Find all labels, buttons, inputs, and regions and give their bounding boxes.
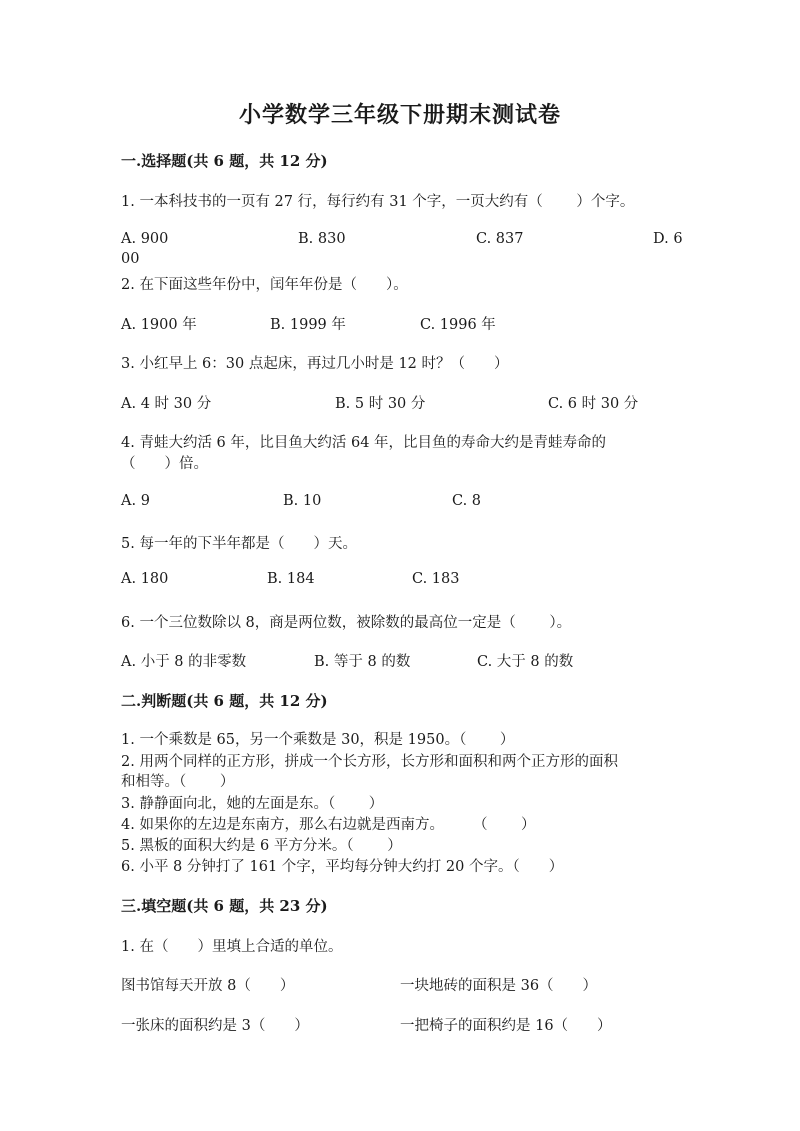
page-title: 小学数学三年级下册期末测试卷 [238,102,561,128]
q6-option-b: B. 等于 8 的数 [314,654,411,670]
q5-option-b: B. 184 [267,571,315,587]
fill-blank-chair-area: 一把椅子的面积约是 16（ ） [400,1018,612,1034]
q1-option-d-wrap: 00 [121,251,140,267]
tf-item-1: 1. 一个乘数是 65，另一个乘数是 30，积是 1950。（ ） [121,732,515,748]
fill-blank-tile-area: 一块地砖的面积是 36（ ） [400,978,598,994]
question-4-text-line2: （ ）倍。 [121,456,208,472]
question-6-text: 6. 一个三位数除以 8，商是两位数，被除数的最高位一定是（ ）。 [121,615,572,631]
q5-option-c: C. 183 [412,571,460,587]
tf-item-2-line1: 2. 用两个同样的正方形，拼成一个长方形，长方形和面积和两个正方形的面积 [121,754,618,770]
question-2-text: 2. 在下面这些年份中，闰年年份是（ ）。 [121,277,408,293]
q4-option-a: A. 9 [121,493,150,509]
q1-option-d: D. 6 [653,231,683,247]
fill-question-1-text: 1. 在（ ）里填上合适的单位。 [121,939,343,955]
q4-option-b: B. 10 [283,493,322,509]
section-heading-true-false: 二.判断题(共 6 题，共 12 分) [121,692,328,710]
q1-option-b: B. 830 [298,231,346,247]
q4-option-c: C. 8 [452,493,482,509]
question-5-text: 5. 每一年的下半年都是（ ）天。 [121,536,357,552]
q2-option-a: A. 1900 年 [121,317,197,333]
section-heading-choice: 一.选择题(共 6 题，共 12 分) [121,152,328,170]
tf-item-3: 3. 静静面向北，她的左面是东。（ ） [121,796,384,812]
q5-option-a: A. 180 [121,571,169,587]
q1-option-a: A. 900 [121,231,169,247]
q3-option-c: C. 6 时 30 分 [548,396,639,412]
question-1-text: 1. 一本科技书的一页有 27 行，每行约有 31 个字，一页大约有（ ）个字。 [121,194,635,210]
q2-option-b: B. 1999 年 [270,317,346,333]
q6-option-c: C. 大于 8 的数 [477,654,574,670]
tf-item-5: 5. 黑板的面积大约是 6 平方分米。（ ） [121,838,402,854]
q6-option-a: A. 小于 8 的非零数 [121,654,247,670]
q3-option-b: B. 5 时 30 分 [335,396,426,412]
question-3-text: 3. 小红早上 6：30 点起床，再过几小时是 12 时？（ ） [121,356,509,372]
fill-blank-library-hours: 图书馆每天开放 8（ ） [121,978,295,994]
q2-option-c: C. 1996 年 [420,317,496,333]
section-heading-fill-blank: 三.填空题(共 6 题，共 23 分) [121,897,328,915]
tf-item-6: 6. 小平 8 分钟打了 161 个字，平均每分钟大约打 20 个字。（ ） [121,859,564,875]
fill-blank-bed-area: 一张床的面积约是 3（ ） [121,1018,309,1034]
tf-item-4: 4. 如果你的左边是东南方，那么右边就是西南方。 （ ） [121,817,536,833]
q1-option-c: C. 837 [476,231,524,247]
tf-item-2-line2: 和相等。（ ） [121,774,235,790]
question-4-text-line1: 4. 青蛙大约活 6 年，比目鱼大约活 64 年，比目鱼的寿命大约是青蛙寿命的 [121,435,607,451]
q3-option-a: A. 4 时 30 分 [121,396,212,412]
